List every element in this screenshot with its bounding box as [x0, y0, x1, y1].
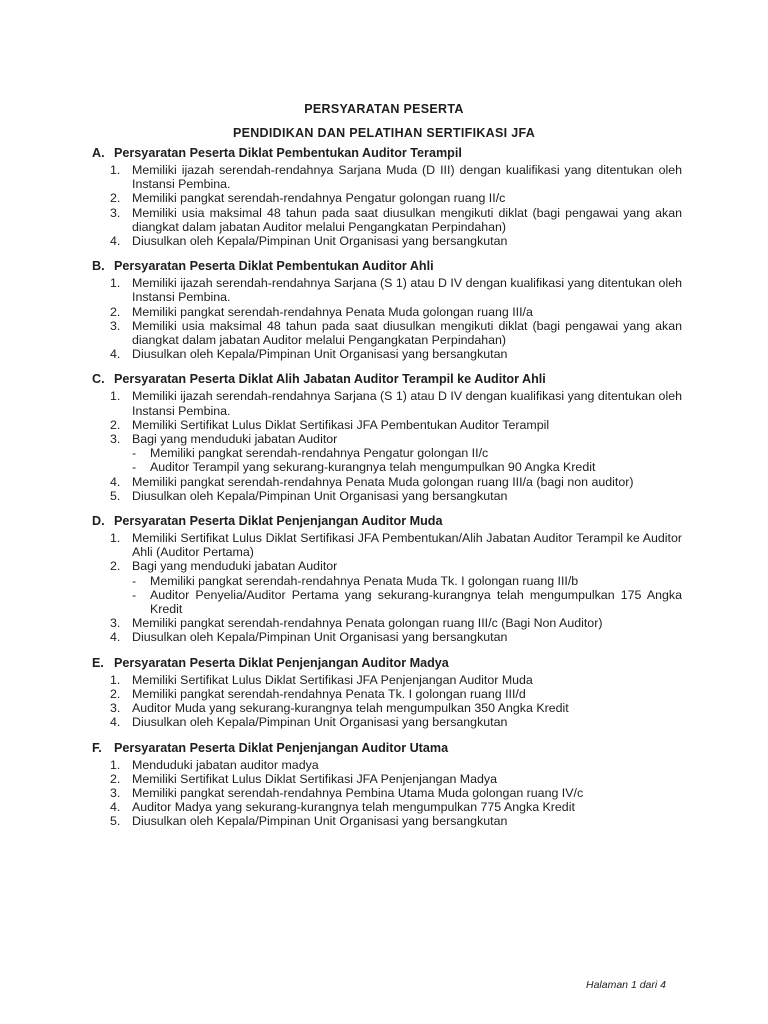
requirements-list — [92, 146, 682, 840]
sub-item — [132, 574, 682, 588]
item-body — [132, 305, 682, 319]
item-number: 2. — [110, 191, 121, 206]
item-body — [132, 715, 682, 729]
item-body — [132, 701, 682, 715]
item-number: 3. — [110, 205, 121, 220]
item-body — [132, 800, 682, 814]
list-item — [110, 814, 682, 828]
item-text: Memiliki pangkat serendah-rendahnya Pembina Utama Muda golongan ruang IV/c — [132, 785, 584, 800]
item-text: Bagi yang menduduki jabatan Auditor — [132, 432, 338, 447]
item-number: 2. — [110, 686, 121, 701]
list-item — [110, 432, 682, 475]
bullet-dash: - — [132, 460, 137, 475]
section-heading — [92, 259, 682, 274]
sub-item-text: Auditor Penyelia/Auditor Pertama yang sekurang-kurangnya telah mengumpulkan 175 Angka Kredit — [150, 587, 682, 617]
item-number: 5. — [110, 488, 121, 503]
section-title: Persyaratan Peserta Diklat Penjenjangan Auditor Madya — [114, 655, 449, 670]
bullet-dash: - — [132, 587, 137, 602]
list-item — [110, 630, 682, 644]
sub-item — [132, 460, 682, 474]
sub-item-text: Auditor Terampil yang sekurang-kurangnya telah mengumpulkan 90 Angka Kredit — [150, 460, 596, 475]
item-body — [132, 616, 682, 630]
item-number: 3. — [110, 616, 121, 631]
list-item — [110, 234, 682, 248]
item-body — [132, 389, 682, 417]
section-heading — [92, 741, 682, 756]
item-body — [132, 319, 682, 347]
item-body — [132, 531, 682, 559]
title-line-1: PERSYARATAN PESERTA — [304, 102, 464, 116]
list-item — [110, 305, 682, 319]
item-number: 3. — [110, 701, 121, 716]
requirement-list — [92, 163, 682, 248]
item-text: Menduduki jabatan auditor madya — [132, 757, 319, 772]
item-text: Memiliki ijazah serendah-rendahnya Sarjana (S 1) atau D IV dengan kualifikasi yang ditentukan oleh Instansi Pembina. — [132, 276, 682, 305]
item-number: 4. — [110, 234, 121, 249]
item-text: Diusulkan oleh Kepala/Pimpinan Unit Organisasi yang bersangkutan — [132, 630, 508, 645]
item-number: 1. — [110, 531, 121, 546]
item-number: 1. — [110, 757, 121, 772]
list-item — [110, 786, 682, 800]
section — [92, 656, 682, 730]
section-heading — [92, 372, 682, 387]
section — [92, 372, 682, 503]
item-text: Memiliki Sertifikat Lulus Diklat Sertifikasi JFA Pembentukan/Alih Jabatan Auditor Terampil ke Auditor Ahli (Auditor Pertama) — [132, 531, 682, 560]
section-title: Persyaratan Peserta Diklat Penjenjangan Auditor Muda — [114, 514, 443, 529]
list-item — [110, 701, 682, 715]
item-body — [132, 673, 682, 687]
item-body — [132, 772, 682, 786]
section — [92, 741, 682, 829]
sub-item-text: Memiliki pangkat serendah-rendahnya Penata Muda Tk. I golongan ruang III/b — [150, 573, 579, 588]
list-item — [110, 616, 682, 630]
section-title: Persyaratan Peserta Diklat Penjenjangan Auditor Utama — [114, 740, 449, 755]
list-item — [110, 206, 682, 234]
item-number: 1. — [110, 389, 121, 404]
item-text: Memiliki usia maksimal 48 tahun pada saat diusulkan mengikuti diklat (bagi pengawai yang akan diangkat dalam jabatan Auditor melalui Pengangkatan Perpindahan) — [132, 205, 682, 234]
item-number: 1. — [110, 276, 121, 291]
sub-list — [132, 446, 682, 474]
item-body — [132, 276, 682, 304]
list-item — [110, 687, 682, 701]
item-body — [132, 234, 682, 248]
section-title: Persyaratan Peserta Diklat Alih Jabatan Auditor Terampil ke Auditor Ahli — [114, 372, 546, 387]
list-item — [110, 389, 682, 417]
section-letter: C. — [92, 372, 105, 387]
list-item — [110, 800, 682, 814]
list-item — [110, 559, 682, 616]
requirement-list — [92, 758, 682, 829]
list-item — [110, 489, 682, 503]
item-text: Memiliki Sertifikat Lulus Diklat Sertifikasi JFA Penjenjangan Auditor Muda — [132, 672, 533, 687]
sub-item-text: Memiliki pangkat serendah-rendahnya Pengatur golongan II/c — [150, 446, 489, 461]
list-item — [110, 475, 682, 489]
section-letter: F. — [92, 740, 102, 755]
title-line-2: PENDIDIKAN DAN PELATIHAN SERTIFIKASI JFA — [232, 126, 536, 140]
item-text: Memiliki usia maksimal 48 tahun pada saat diusulkan mengikuti diklat (bagi pengawai yang akan diangkat dalam jabatan Auditor melalui Pengangkatan Perpindahan) — [132, 318, 682, 348]
item-body — [132, 347, 682, 361]
item-text: Diusulkan oleh Kepala/Pimpinan Unit Organisasi yang bersangkutan — [132, 234, 508, 249]
item-number: 4. — [110, 630, 121, 645]
item-number: 4. — [110, 715, 121, 730]
item-text: Diusulkan oleh Kepala/Pimpinan Unit Organisasi yang bersangkutan — [132, 715, 508, 730]
item-text: Memiliki pangkat serendah-rendahnya Penata Muda golongan ruang III/a — [132, 304, 533, 319]
item-number: 1. — [110, 163, 121, 177]
item-text: Memiliki pangkat serendah-rendahnya Penata Tk. I golongan ruang III/d — [132, 686, 526, 701]
item-number: 1. — [110, 672, 121, 687]
requirement-list — [92, 531, 682, 645]
requirement-list — [92, 276, 682, 361]
item-number: 2. — [110, 771, 121, 786]
item-body — [132, 432, 682, 475]
section — [92, 146, 682, 248]
item-number: 4. — [110, 474, 121, 489]
item-number: 4. — [110, 347, 121, 362]
item-body — [132, 418, 682, 432]
item-body — [132, 191, 682, 205]
list-item — [110, 347, 682, 361]
page-number: Halaman 1 dari 4 — [586, 979, 666, 991]
list-item — [110, 673, 682, 687]
item-text: Diusulkan oleh Kepala/Pimpinan Unit Organisasi yang bersangkutan — [132, 488, 508, 503]
item-number: 2. — [110, 304, 121, 319]
item-text: Memiliki pangkat serendah-rendahnya Pengatur golongan ruang II/c — [132, 191, 506, 206]
list-item — [110, 715, 682, 729]
requirement-list — [92, 389, 682, 503]
item-body — [132, 475, 682, 489]
list-item — [110, 531, 682, 559]
section-title: Persyaratan Peserta Diklat Pembentukan Auditor Ahli — [114, 259, 434, 274]
sub-item — [132, 588, 682, 616]
list-item — [110, 319, 682, 347]
item-number: 3. — [110, 785, 121, 800]
section-letter: E. — [92, 655, 104, 670]
sub-item — [132, 446, 682, 460]
section-letter: B. — [92, 259, 105, 274]
list-item — [110, 276, 682, 304]
section — [92, 514, 682, 645]
bullet-dash: - — [132, 446, 137, 461]
requirement-list — [92, 673, 682, 730]
item-body — [132, 687, 682, 701]
item-text: Diusulkan oleh Kepala/Pimpinan Unit Organisasi yang bersangkutan — [132, 814, 508, 829]
item-text: Auditor Madya yang sekurang-kurangnya telah mengumpulkan 775 Angka Kredit — [132, 800, 575, 815]
sub-list — [132, 574, 682, 617]
item-text: Memiliki ijazah serendah-rendahnya Sarjana (S 1) atau D IV dengan kualifikasi yang ditentukan oleh Instansi Pembina. — [132, 389, 682, 418]
item-body — [132, 206, 682, 234]
item-body — [132, 163, 682, 191]
section-title: Persyaratan Peserta Diklat Pembentukan Auditor Terampil — [114, 146, 462, 160]
item-number: 2. — [110, 559, 121, 574]
item-text: Bagi yang menduduki jabatan Auditor — [132, 559, 338, 574]
item-text: Memiliki pangkat serendah-rendahnya Penata golongan ruang III/c (Bagi Non Auditor) — [132, 616, 603, 631]
list-item — [110, 418, 682, 432]
item-number: 3. — [110, 432, 121, 447]
item-number: 5. — [110, 814, 121, 829]
list-item — [110, 758, 682, 772]
list-item — [110, 772, 682, 786]
item-body — [132, 814, 682, 828]
list-item — [110, 191, 682, 205]
item-text: Memiliki Sertifikat Lulus Diklat Sertifikasi JFA Penjenjangan Madya — [132, 771, 497, 786]
section — [92, 259, 682, 361]
item-body — [132, 758, 682, 772]
section-heading — [92, 656, 682, 671]
section-letter: A. — [92, 146, 105, 160]
item-number: 4. — [110, 800, 121, 815]
section-letter: D. — [92, 514, 105, 529]
item-number: 3. — [110, 318, 121, 333]
item-number: 2. — [110, 417, 121, 432]
section-heading — [92, 146, 682, 161]
item-text: Diusulkan oleh Kepala/Pimpinan Unit Organisasi yang bersangkutan — [132, 347, 508, 362]
item-body — [132, 786, 682, 800]
item-text: Auditor Muda yang sekurang-kurangnya telah mengumpulkan 350 Angka Kredit — [132, 701, 569, 716]
item-text: Memiliki ijazah serendah-rendahnya Sarjana Muda (D III) dengan kualifikasi yang ditentukan oleh Instansi Pembina. — [132, 163, 682, 192]
document-title — [0, 100, 768, 142]
item-body — [132, 489, 682, 503]
item-body — [132, 559, 682, 616]
list-item — [110, 163, 682, 191]
item-text: Memiliki Sertifikat Lulus Diklat Sertifikasi JFA Pembentukan Auditor Terampil — [132, 417, 550, 432]
item-body — [132, 630, 682, 644]
section-heading — [92, 514, 682, 529]
bullet-dash: - — [132, 573, 137, 588]
item-text: Memiliki pangkat serendah-rendahnya Penata Muda golongan ruang III/a (bagi non auditor) — [132, 474, 634, 489]
